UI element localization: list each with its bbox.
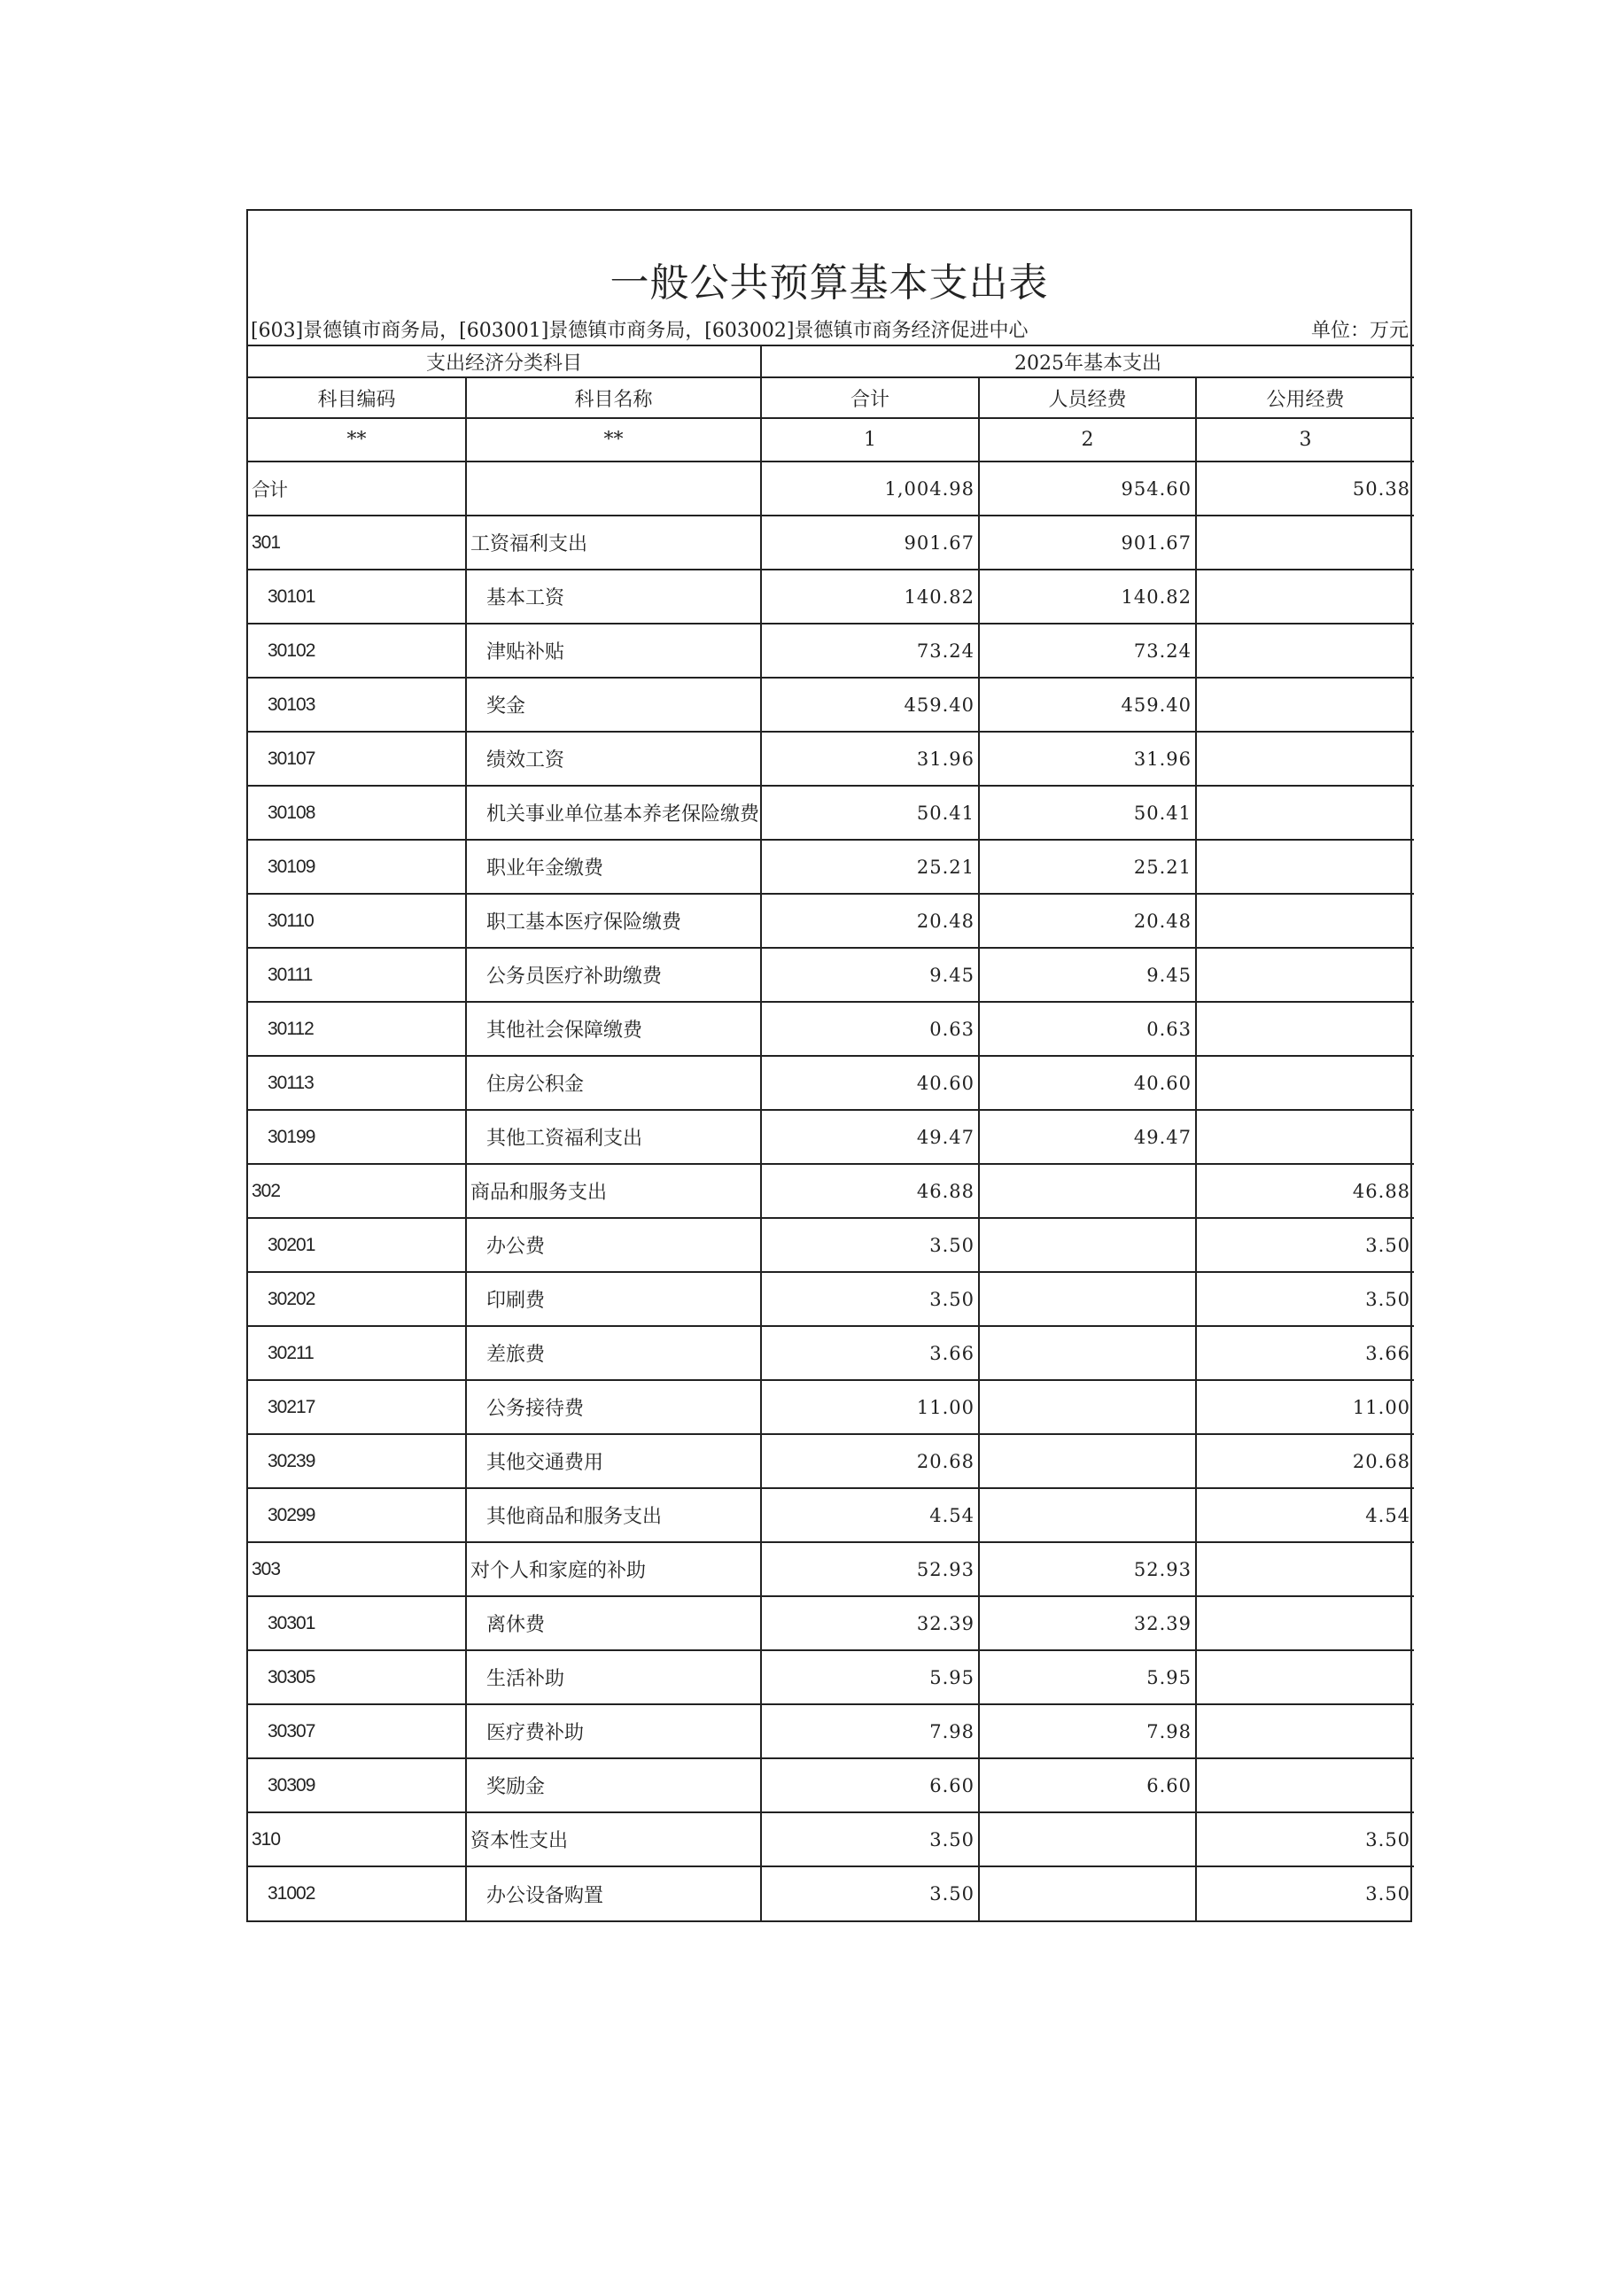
row-total: 20.48 xyxy=(761,894,979,948)
row-name: 商品和服务支出 xyxy=(466,1164,761,1218)
unit-label: 单位：万元 xyxy=(1310,319,1409,342)
index-total: 1 xyxy=(761,418,979,462)
table-row xyxy=(248,516,1414,570)
table-row xyxy=(248,840,1414,894)
row-public: 3.50 xyxy=(1196,1866,1414,1920)
org-line: [603]景德镇市商务局，[603001]景德镇市商务局，[603002]景德镇市商务经济促进中心 xyxy=(251,319,1029,342)
table-row xyxy=(248,1488,1414,1542)
row-name: 基本工资 xyxy=(466,570,761,624)
row-personnel: 49.47 xyxy=(979,1110,1196,1164)
table-row xyxy=(248,1110,1414,1164)
table-row xyxy=(248,1218,1414,1272)
row-name: 印刷费 xyxy=(466,1272,761,1326)
row-name: 津贴补贴 xyxy=(466,624,761,678)
row-name: 资本性支出 xyxy=(466,1812,761,1866)
row-public xyxy=(1196,1110,1414,1164)
table-body xyxy=(248,462,1414,1920)
table-row xyxy=(248,732,1414,786)
row-personnel: 5.95 xyxy=(979,1650,1196,1704)
row-name: 离休费 xyxy=(466,1596,761,1650)
row-public: 50.38 xyxy=(1196,462,1414,516)
row-personnel: 954.60 xyxy=(979,462,1196,516)
row-code: 30101 xyxy=(248,570,466,624)
page-title: 一般公共预算基本支出表 xyxy=(610,260,1049,306)
header-group-classification: 支出经济分类科目 xyxy=(248,345,761,377)
table-row xyxy=(248,1326,1414,1380)
row-public xyxy=(1196,678,1414,732)
table-row xyxy=(248,1812,1414,1866)
row-code: 30109 xyxy=(248,840,466,894)
row-total: 32.39 xyxy=(761,1596,979,1650)
table-row xyxy=(248,1272,1414,1326)
row-name: 机关事业单位基本养老保险缴费 xyxy=(466,786,761,840)
row-total: 52.93 xyxy=(761,1542,979,1596)
row-total: 3.50 xyxy=(761,1272,979,1326)
subtitle-line xyxy=(248,313,1410,345)
row-personnel: 25.21 xyxy=(979,840,1196,894)
row-total: 3.50 xyxy=(761,1812,979,1866)
row-total: 9.45 xyxy=(761,948,979,1002)
row-name: 住房公积金 xyxy=(466,1056,761,1110)
row-total: 20.68 xyxy=(761,1434,979,1488)
row-name: 奖励金 xyxy=(466,1758,761,1812)
row-public: 3.50 xyxy=(1196,1812,1414,1866)
row-total: 459.40 xyxy=(761,678,979,732)
row-code: 30111 xyxy=(248,948,466,1002)
row-public: 46.88 xyxy=(1196,1164,1414,1218)
row-public xyxy=(1196,894,1414,948)
header-index-row xyxy=(248,418,1414,462)
row-total: 11.00 xyxy=(761,1380,979,1434)
header-public: 公用经费 xyxy=(1196,377,1414,418)
table-row xyxy=(248,678,1414,732)
table-row xyxy=(248,1056,1414,1110)
row-total: 6.60 xyxy=(761,1758,979,1812)
row-personnel: 32.39 xyxy=(979,1596,1196,1650)
row-code: 30217 xyxy=(248,1380,466,1434)
index-personnel: 2 xyxy=(979,418,1196,462)
row-name: 职工基本医疗保险缴费 xyxy=(466,894,761,948)
row-code: 30102 xyxy=(248,624,466,678)
header-group-row xyxy=(248,345,1414,377)
header-code: 科目编码 xyxy=(248,377,466,418)
row-public xyxy=(1196,1056,1414,1110)
row-public: 20.68 xyxy=(1196,1434,1414,1488)
row-code: 30307 xyxy=(248,1704,466,1758)
row-personnel: 73.24 xyxy=(979,624,1196,678)
table-row xyxy=(248,1758,1414,1812)
row-total: 49.47 xyxy=(761,1110,979,1164)
row-name: 生活补助 xyxy=(466,1650,761,1704)
row-total: 50.41 xyxy=(761,786,979,840)
row-personnel: 140.82 xyxy=(979,570,1196,624)
row-total: 4.54 xyxy=(761,1488,979,1542)
row-total: 7.98 xyxy=(761,1704,979,1758)
row-name: 工资福利支出 xyxy=(466,516,761,570)
table-row xyxy=(248,462,1414,516)
index-name: ** xyxy=(466,418,761,462)
row-personnel xyxy=(979,1812,1196,1866)
row-code: 30199 xyxy=(248,1110,466,1164)
header-name: 科目名称 xyxy=(466,377,761,418)
row-public xyxy=(1196,516,1414,570)
row-total: 40.60 xyxy=(761,1056,979,1110)
row-personnel: 50.41 xyxy=(979,786,1196,840)
row-name: 奖金 xyxy=(466,678,761,732)
row-public xyxy=(1196,948,1414,1002)
row-total: 46.88 xyxy=(761,1164,979,1218)
row-name: 其他社会保障缴费 xyxy=(466,1002,761,1056)
table-row xyxy=(248,786,1414,840)
table-row xyxy=(248,1650,1414,1704)
table-row xyxy=(248,570,1414,624)
table-row xyxy=(248,1866,1414,1920)
row-personnel: 0.63 xyxy=(979,1002,1196,1056)
table-row xyxy=(248,624,1414,678)
row-code: 30239 xyxy=(248,1434,466,1488)
row-personnel: 901.67 xyxy=(979,516,1196,570)
table-row xyxy=(248,1434,1414,1488)
table-row xyxy=(248,1002,1414,1056)
row-public xyxy=(1196,1758,1414,1812)
row-public xyxy=(1196,1704,1414,1758)
row-code: 30108 xyxy=(248,786,466,840)
row-total: 25.21 xyxy=(761,840,979,894)
row-total: 3.50 xyxy=(761,1218,979,1272)
row-name: 公务接待费 xyxy=(466,1380,761,1434)
table-row xyxy=(248,1596,1414,1650)
row-name: 办公设备购置 xyxy=(466,1866,761,1920)
row-public: 3.50 xyxy=(1196,1272,1414,1326)
index-code: ** xyxy=(248,418,466,462)
row-name: 其他交通费用 xyxy=(466,1434,761,1488)
row-personnel: 20.48 xyxy=(979,894,1196,948)
row-public: 3.66 xyxy=(1196,1326,1414,1380)
row-total: 31.96 xyxy=(761,732,979,786)
row-personnel xyxy=(979,1218,1196,1272)
row-code: 30201 xyxy=(248,1218,466,1272)
row-personnel: 459.40 xyxy=(979,678,1196,732)
row-public xyxy=(1196,1542,1414,1596)
row-public xyxy=(1196,624,1414,678)
budget-sheet xyxy=(246,209,1412,1922)
row-total: 0.63 xyxy=(761,1002,979,1056)
row-personnel: 31.96 xyxy=(979,732,1196,786)
header-personnel: 人员经费 xyxy=(979,377,1196,418)
table-row xyxy=(248,1164,1414,1218)
row-code: 30301 xyxy=(248,1596,466,1650)
row-total: 5.95 xyxy=(761,1650,979,1704)
table-row xyxy=(248,1542,1414,1596)
table-row xyxy=(248,894,1414,948)
row-name: 办公费 xyxy=(466,1218,761,1272)
row-name: 对个人和家庭的补助 xyxy=(466,1542,761,1596)
row-code: 30309 xyxy=(248,1758,466,1812)
row-personnel xyxy=(979,1866,1196,1920)
row-public xyxy=(1196,1650,1414,1704)
row-public xyxy=(1196,732,1414,786)
row-public: 11.00 xyxy=(1196,1380,1414,1434)
row-public xyxy=(1196,1002,1414,1056)
row-code: 301 xyxy=(248,516,466,570)
row-code: 31002 xyxy=(248,1866,466,1920)
row-personnel xyxy=(979,1164,1196,1218)
row-code: 310 xyxy=(248,1812,466,1866)
row-code: 30112 xyxy=(248,1002,466,1056)
row-code: 30113 xyxy=(248,1056,466,1110)
row-personnel xyxy=(979,1488,1196,1542)
row-code: 30211 xyxy=(248,1326,466,1380)
row-name: 其他商品和服务支出 xyxy=(466,1488,761,1542)
row-total: 3.66 xyxy=(761,1326,979,1380)
row-total: 140.82 xyxy=(761,570,979,624)
row-public xyxy=(1196,1596,1414,1650)
row-code: 30110 xyxy=(248,894,466,948)
row-code: 30202 xyxy=(248,1272,466,1326)
row-total: 3.50 xyxy=(761,1866,979,1920)
row-code: 30305 xyxy=(248,1650,466,1704)
table-row xyxy=(248,1380,1414,1434)
row-name: 绩效工资 xyxy=(466,732,761,786)
index-public: 3 xyxy=(1196,418,1414,462)
row-total: 901.67 xyxy=(761,516,979,570)
expenditure-table xyxy=(248,345,1414,1920)
row-name: 医疗费补助 xyxy=(466,1704,761,1758)
row-public xyxy=(1196,570,1414,624)
row-personnel xyxy=(979,1272,1196,1326)
table-row xyxy=(248,1704,1414,1758)
row-personnel: 6.60 xyxy=(979,1758,1196,1812)
row-name: 其他工资福利支出 xyxy=(466,1110,761,1164)
row-code: 30107 xyxy=(248,732,466,786)
header-total: 合计 xyxy=(761,377,979,418)
row-name: 公务员医疗补助缴费 xyxy=(466,948,761,1002)
row-code: 30103 xyxy=(248,678,466,732)
row-personnel: 7.98 xyxy=(979,1704,1196,1758)
row-personnel: 52.93 xyxy=(979,1542,1196,1596)
row-code: 30299 xyxy=(248,1488,466,1542)
row-personnel xyxy=(979,1380,1196,1434)
row-code: 303 xyxy=(248,1542,466,1596)
table-row xyxy=(248,948,1414,1002)
row-personnel: 40.60 xyxy=(979,1056,1196,1110)
row-personnel xyxy=(979,1434,1196,1488)
row-public xyxy=(1196,786,1414,840)
row-name: 差旅费 xyxy=(466,1326,761,1380)
row-total: 1,004.98 xyxy=(761,462,979,516)
row-public: 4.54 xyxy=(1196,1488,1414,1542)
row-name: 职业年金缴费 xyxy=(466,840,761,894)
row-public: 3.50 xyxy=(1196,1218,1414,1272)
row-personnel xyxy=(979,1326,1196,1380)
row-name xyxy=(466,462,761,516)
header-group-budget: 2025年基本支出 xyxy=(761,345,1414,377)
row-code: 合计 xyxy=(248,462,466,516)
row-public xyxy=(1196,840,1414,894)
header-column-row xyxy=(248,377,1414,418)
row-code: 302 xyxy=(248,1164,466,1218)
row-personnel: 9.45 xyxy=(979,948,1196,1002)
row-total: 73.24 xyxy=(761,624,979,678)
